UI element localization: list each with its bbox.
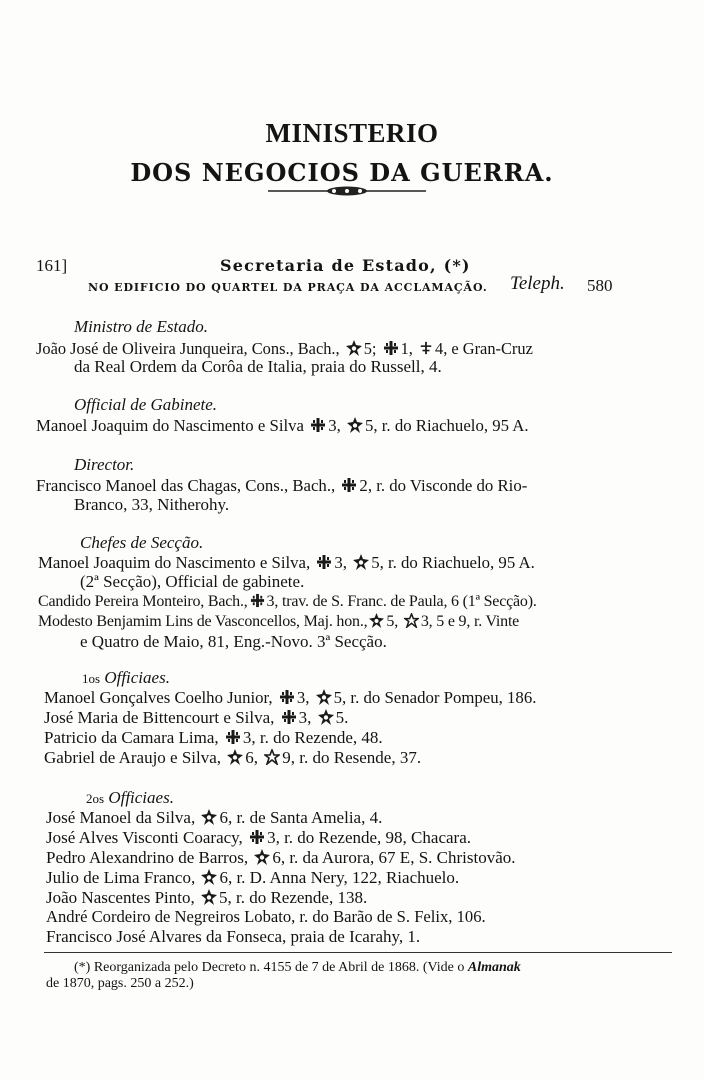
- cross-order-icon: [225, 729, 241, 745]
- cross-order-icon: [279, 689, 295, 705]
- director-line-2: Branco, 33, Nitherohy.: [74, 495, 230, 514]
- cross-order-icon: [310, 417, 326, 433]
- primeiro-3-name: Patricio da Camara Lima,: [44, 728, 219, 747]
- primeiro-2-grade-rose: 5.: [335, 708, 349, 727]
- primeiro-1-grade: 3,: [296, 688, 310, 707]
- segundos-line-4: [46, 868, 459, 888]
- primeiros-line-1: [44, 688, 536, 708]
- cross-order-icon: [249, 829, 265, 845]
- gabinete-name: Manoel Joaquim do Nascimento e Silva: [36, 416, 304, 435]
- section-title: Secretaria de Estado, (*): [220, 256, 471, 275]
- telephone-label: Teleph.: [510, 273, 565, 294]
- segundo-2-address: 3, r. do Rezende, 98, Chacara.: [267, 828, 471, 847]
- cross-order-icon: [316, 554, 332, 570]
- page-title: MINISTERIO: [265, 118, 439, 148]
- primeiro-2-name: José Maria de Bittencourt e Silva,: [44, 708, 275, 727]
- segundo-2-name: José Alves Visconti Coaracy,: [46, 828, 243, 847]
- rose-order-icon: [227, 749, 243, 765]
- primeiro-2-grade: 3,: [298, 708, 312, 727]
- primeiro-1-address: 5, r. do Senador Pompeu, 186.: [333, 688, 537, 707]
- chefes-line-3: [38, 592, 537, 612]
- director-address: 2, r. do Visconde do Rio-: [359, 476, 528, 495]
- segundo-3-name: Pedro Alexandrino de Barros,: [46, 848, 249, 867]
- segundos-line-6: André Cordeiro de Negreiros Lobato, r. do Barão de S. Felix, 106.: [46, 907, 486, 926]
- rose-order-icon: [201, 889, 217, 905]
- gabinete-address: 5, r. do Riachuelo, 95 A.: [364, 416, 529, 435]
- rose-order-icon: [254, 849, 270, 865]
- rose-order-icon: [347, 417, 363, 433]
- rose-order-icon: [316, 689, 332, 705]
- ministro-heading: Ministro de Estado.: [74, 317, 208, 336]
- gabinete-grade-cross: 3,: [328, 416, 341, 435]
- ministro-grade-extra: 4, e Gran-Cruz: [435, 339, 533, 358]
- segundo-5-name: João Nascentes Pinto,: [46, 888, 195, 907]
- footnote-text: (*) Reorganizada pelo Decreto n. 4155 de 7 de Abril de 1868. (Vide o: [74, 960, 465, 975]
- chefes-heading: Chefes de Secção.: [80, 533, 204, 552]
- rose-order-icon: [346, 340, 362, 356]
- chefe-1-grade: 3,: [334, 553, 347, 572]
- telephone-number: 580: [587, 276, 613, 295]
- ministro-grade-cross: 1,: [400, 339, 413, 358]
- rose-order-icon: [318, 709, 334, 725]
- primeiros-line-2: [44, 708, 348, 728]
- segundos-heading-text: Officiaes.: [108, 788, 174, 807]
- ministro-name: João José de Oliveira Junqueira, Cons., Bach.,: [36, 339, 340, 358]
- chefes-line-1: [38, 553, 535, 573]
- ministro-line-2: da Real Ordem da Corôa de Italia, praia do Russell, 4.: [74, 357, 442, 376]
- segundos-line-7: Francisco José Alvares da Fonseca, praia de Icarahy, 1.: [46, 927, 421, 946]
- ministro-line-1: [36, 339, 533, 359]
- section-address: NO EDIFICIO DO QUARTEL DA PRAÇA DA ACCLAMAÇÃO.: [88, 281, 488, 294]
- primeiro-4-name: Gabriel de Araujo e Silva,: [44, 748, 222, 767]
- cross-order-icon: [383, 340, 399, 356]
- director-name: Francisco Manoel das Chagas, Cons., Bach.,: [36, 476, 336, 495]
- dagger-order-icon: [419, 340, 433, 356]
- primeiros-heading-num: 1os: [82, 671, 101, 686]
- segundos-line-3: [46, 848, 516, 868]
- segundo-1-address: 6, r. de Santa Amelia, 4.: [219, 808, 383, 827]
- rose-order-icon: [369, 613, 384, 628]
- star-order-icon: [264, 749, 280, 765]
- footnote-line-2: de 1870, pags. 250 a 252.): [46, 976, 194, 991]
- chefe-3-grade: 5,: [386, 613, 399, 630]
- gabinete-heading: Official de Gabinete.: [74, 395, 218, 414]
- page-subtitle: DOS NEGOCIOS DA GUERRA.: [130, 158, 554, 187]
- segundos-line-1: [46, 808, 382, 828]
- primeiros-heading-text: Officiaes.: [104, 668, 170, 687]
- rose-order-icon: [201, 869, 217, 885]
- segundos-heading-num: 2os: [86, 791, 105, 806]
- section-number: 161]: [36, 256, 68, 275]
- cross-order-icon: [281, 709, 297, 725]
- segundos-heading: [86, 788, 174, 809]
- primeiro-3-address: 3, r. do Rezende, 48.: [242, 728, 383, 747]
- segundos-line-5: [46, 888, 367, 908]
- gabinete-line-1: [36, 416, 529, 436]
- chefes-line-5: e Quatro de Maio, 81, Eng.-Novo. 3ª Secção.: [80, 632, 387, 651]
- star-order-icon: [404, 613, 419, 628]
- director-heading: Director.: [74, 455, 135, 474]
- segundo-5-address: 5, r. do Rezende, 138.: [218, 888, 368, 907]
- primeiros-line-4: [44, 748, 421, 768]
- segundo-4-address: 6, r. D. Anna Nery, 122, Riachuelo.: [219, 868, 460, 887]
- primeiro-4-address: 9, r. do Resende, 37.: [282, 748, 422, 767]
- ornament-rule-icon: [268, 184, 426, 198]
- segundo-3-address: 6, r. da Aurora, 67 E, S. Christovão.: [272, 848, 516, 867]
- chefes-line-4: [38, 612, 519, 632]
- chefe-2-name: Candido Pereira Monteiro, Bach.,: [38, 593, 248, 610]
- primeiro-4-grade: 6,: [245, 748, 259, 767]
- footnote-almanak: Almanak: [467, 960, 521, 975]
- director-line-1: [36, 476, 527, 496]
- chefe-1-name: Manoel Joaquim do Nascimento e Silva,: [38, 553, 311, 572]
- chefe-3-name: Modesto Benjamim Lins de Vasconcellos, Maj. hon.,: [38, 613, 368, 630]
- footnote-rule: [44, 952, 672, 953]
- primeiros-line-3: [44, 728, 383, 748]
- chefe-3-address: 3, 5 e 9, r. Vinte: [420, 613, 520, 630]
- chefes-line-2: (2ª Secção), Official de gabinete.: [80, 572, 305, 591]
- rose-order-icon: [201, 809, 217, 825]
- primeiros-heading: [82, 668, 170, 689]
- rose-order-icon: [353, 554, 369, 570]
- chefe-2-address: 3, trav. de S. Franc. de Paula, 6 (1ª Secção).: [266, 593, 537, 610]
- segundo-4-name: Julio de Lima Franco,: [46, 868, 196, 887]
- chefe-1-address: 5, r. do Riachuelo, 95 A.: [371, 553, 535, 572]
- ministro-grade-rose: 5;: [363, 339, 377, 358]
- cross-order-icon: [341, 477, 357, 493]
- segundo-1-name: José Manoel da Silva,: [46, 808, 196, 827]
- cross-order-icon: [250, 593, 265, 608]
- segundos-line-2: [46, 828, 471, 848]
- primeiro-1-name: Manoel Gonçalves Coelho Junior,: [44, 688, 273, 707]
